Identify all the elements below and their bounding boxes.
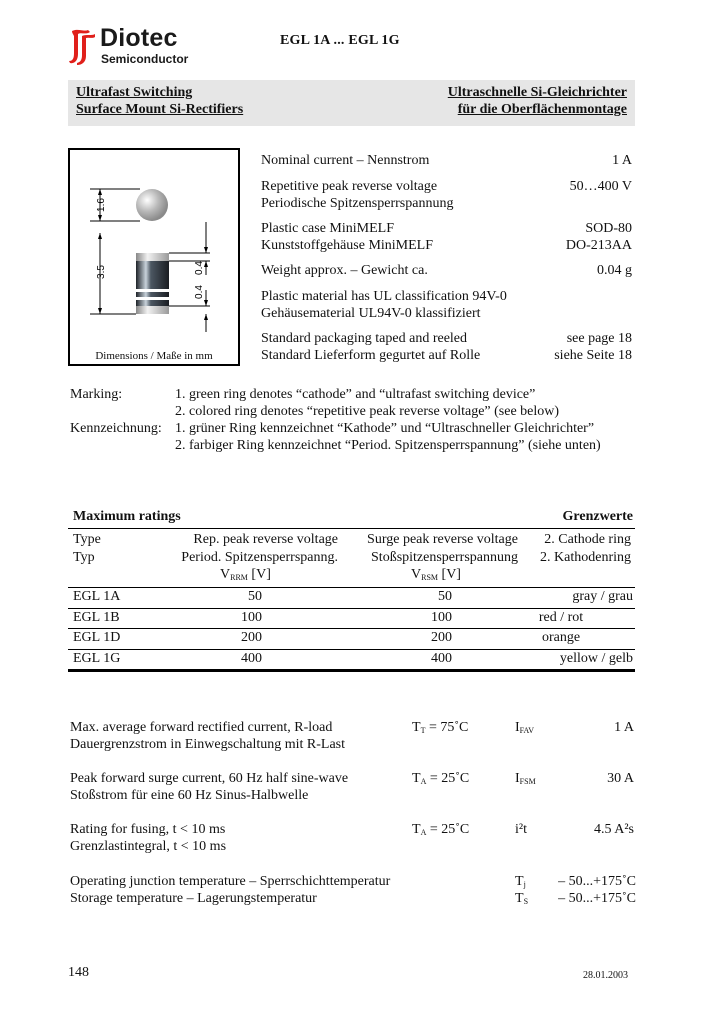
spec-packaging-en: Standard packaging taped and reeled <box>261 331 468 346</box>
char-ifav-en: Max. average forward rectified current, R-load <box>70 720 333 735</box>
spec-ul-de: Gehäusematerial UL94V-0 klassifiziert <box>261 306 481 321</box>
spec-ul-en: Plastic material has UL classification 94V-0 <box>261 289 507 304</box>
cell-vrrm: 100 <box>241 609 262 625</box>
char-tj-symbol: $T_j$ <box>515 874 526 889</box>
char-ifsm-value: 30 A <box>607 771 634 786</box>
cell-ring: gray / grau <box>572 589 633 604</box>
char-ifsm-en: Peak forward surge current, 60 Hz half sine-wave <box>70 771 349 786</box>
cell-vrrm: 400 <box>241 650 262 666</box>
char-ifav-value: 1 A <box>614 720 634 735</box>
cell-ring: red / rot <box>538 609 584 625</box>
col-type-en: Type <box>73 532 101 547</box>
banner-title-de-1: Ultraschnelle Si-Gleichrichter <box>447 85 627 100</box>
marking-en-2: 2. colored ring denotes “repetitive peak reverse voltage” (see below) <box>175 404 560 419</box>
spec-packaging-value-2: siehe Seite 18 <box>554 348 632 363</box>
dim-1-6-label: 1.6 <box>96 198 107 212</box>
marking-en-1: 1. green ring denotes “cathode” and “ultrafast switching device” <box>175 387 536 402</box>
spec-nominal-current-value: 1 A <box>612 153 632 168</box>
char-tj-label: Operating junction temperature – Sperrschichttemperatur <box>70 874 391 889</box>
char-ifav-symbol: $I_{FAV}$ <box>515 720 535 735</box>
cell-type: EGL 1D <box>73 630 121 645</box>
cell-vrrm: 50 <box>248 589 262 604</box>
char-i2t-symbol: i²t <box>515 822 527 837</box>
marking-label-en: Marking: <box>70 387 123 402</box>
cell-vrsm: 200 <box>431 630 452 645</box>
char-i2t-de: Grenzlastintegral, t < 10 ms <box>70 839 227 854</box>
cell-type: EGL 1B <box>73 609 120 625</box>
col-vrrm-de: Period. Spitzensperrspanng. <box>181 550 338 565</box>
col-type-de: Typ <box>73 550 95 565</box>
cell-type: EGL 1G <box>73 650 121 666</box>
cell-vrsm: 100 <box>431 609 452 625</box>
marking-de-2: 2. farbiger Ring kennzeichnet “Period. Spitzensperrspannung” (siehe unten) <box>175 438 601 453</box>
spec-weight: Weight approx. – Gewicht ca. <box>261 263 428 278</box>
char-ts-label: Storage temperature – Lagerungstemperatur <box>70 891 317 906</box>
char-ts-symbol: $T_S$ <box>515 891 529 906</box>
col-vrsm-de: Stoßspitzensperrspannung <box>371 550 518 565</box>
brand-logo <box>68 24 198 68</box>
char-i2t-en: Rating for fusing, t < 10 ms <box>70 822 226 837</box>
spec-vrrm-en: Repetitive peak reverse voltage <box>261 179 438 194</box>
char-i2t-value: 4.5 A²s <box>594 822 634 837</box>
char-ifav-de: Dauergrenzstrom in Einwegschaltung mit R-Last <box>70 737 346 752</box>
spec-weight-value: 0.04 g <box>597 263 632 278</box>
banner-title-de-2: für die Oberflächenmontage <box>457 102 627 117</box>
cell-vrrm: 200 <box>241 630 262 645</box>
col-vrsm-symbol: $V_{RSM}$ [V] <box>411 567 461 582</box>
minimelf-package-icon <box>70 150 238 340</box>
diotec-logo-icon <box>68 28 96 66</box>
spec-case-value-1: SOD-80 <box>585 221 632 236</box>
table-title-row <box>68 508 635 529</box>
char-ts-value: – 50...+175˚C <box>558 891 636 906</box>
dim-3-5-label: 3.5 <box>96 265 107 279</box>
title-banner <box>68 80 635 126</box>
spec-packaging-de: Standard Lieferform gegurtet auf Rolle <box>261 348 481 363</box>
spec-case-en: Plastic case MiniMELF <box>261 221 394 236</box>
dim-0-4-top-label: 0.4 <box>194 261 205 275</box>
char-ifsm-symbol: $I_{FSM}$ <box>515 771 536 786</box>
marking-label-de: Kennzeichnung: <box>70 421 162 436</box>
dim-0-4-bottom-label: 0.4 <box>194 285 205 299</box>
col-vrsm-en: Surge peak reverse voltage <box>367 532 518 547</box>
table-title-de: Grenzwerte <box>562 509 633 524</box>
table-row <box>68 609 635 630</box>
banner-title-en-1: Ultrafast Switching <box>76 85 193 100</box>
banner-title-en-2: Surface Mount Si-Rectifiers <box>76 102 244 117</box>
char-ifsm-de: Stoßstrom für eine 60 Hz Sinus-Halbwelle <box>70 788 309 803</box>
table-title: Maximum ratings <box>73 509 181 524</box>
spec-vrrm-value: 50…400 V <box>569 179 632 194</box>
cell-vrsm: 400 <box>431 650 452 666</box>
char-ifav-condition: $T_T$ = 75˚C <box>412 720 469 735</box>
dimension-drawing <box>68 148 240 366</box>
col-ring-de: 2. Kathodenring <box>540 550 631 565</box>
document-date: 28.01.2003 <box>583 970 628 981</box>
col-vrrm-symbol: $V_{RRM}$ [V] <box>220 567 271 582</box>
spec-vrrm-de: Periodische Spitzensperrspannung <box>261 196 454 211</box>
spec-case-de: Kunststoffgehäuse MiniMELF <box>261 238 434 253</box>
cell-ring: orange <box>541 630 581 645</box>
char-i2t-condition: $T_A$ = 25˚C <box>412 822 470 837</box>
dimension-caption: Dimensions / Maße in mm <box>95 350 213 362</box>
marking-de-1: 1. grüner Ring kennzeichnet “Kathode” und “Ultraschneller Gleichrichter” <box>175 421 595 436</box>
cell-ring: yellow / gelb <box>559 650 633 666</box>
char-ifsm-condition: $T_A$ = 25˚C <box>412 771 470 786</box>
col-vrrm-en: Rep. peak reverse voltage <box>193 532 338 547</box>
ratings-table <box>68 508 635 672</box>
brand-name: Diotec <box>100 24 178 52</box>
table-row <box>68 588 635 609</box>
table-row <box>68 629 635 650</box>
col-ring-en: 2. Cathode ring <box>544 532 631 547</box>
char-tj-value: – 50...+175˚C <box>558 874 636 889</box>
spec-case-value-2: DO-213AA <box>565 238 632 253</box>
table-column-headers <box>68 529 635 588</box>
cell-vrsm: 50 <box>438 589 452 604</box>
spec-packaging-value-1: see page 18 <box>566 331 632 346</box>
page-number: 148 <box>68 965 89 980</box>
brand-subtitle: Semiconductor <box>101 52 189 66</box>
document-title: EGL 1A ... EGL 1G <box>280 33 400 48</box>
cell-type: EGL 1A <box>73 589 121 604</box>
spec-nominal-current: Nominal current – Nennstrom <box>261 153 430 168</box>
table-row <box>68 650 635 673</box>
